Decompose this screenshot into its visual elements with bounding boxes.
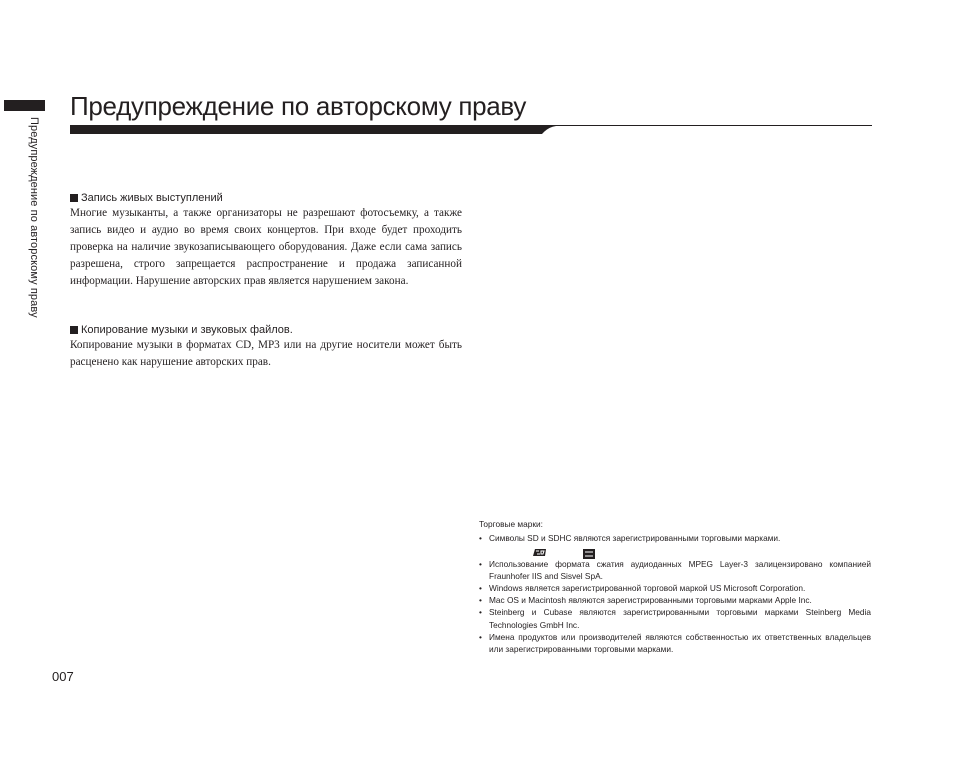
list-item: • Имена продуктов или производителей являются собственностью их ответственных владельцев или зарегистрированными торговыми марками. <box>479 631 871 655</box>
section-heading-live-recording <box>70 192 223 204</box>
side-tab-marker <box>4 100 45 111</box>
section-body-music-copying: Копирование музыки в форматах CD, MP3 или на другие носители может быть расценено как нарушение авторских прав. <box>70 339 462 368</box>
side-section-label: Предупреждение по авторскому праву <box>28 117 40 318</box>
trademarks-block <box>479 519 871 655</box>
list-item: • Символы SD и SDHC являются зарегистрированными торговыми марками. <box>479 532 871 558</box>
trademarks-heading: Торговые марки: <box>479 519 543 529</box>
title-accent-bar <box>70 126 556 134</box>
section-heading-music-copying <box>70 324 293 336</box>
section-heading-text: Запись живых выступлений <box>81 192 223 204</box>
sd-logos <box>489 544 871 558</box>
list-item: • Mac OS и Macintosh являются зарегистрированными торговыми марками Apple Inc. <box>479 594 871 606</box>
sd-logo-icon <box>533 549 547 556</box>
page-title: Предупреждение по авторскому праву <box>70 91 527 121</box>
list-item: • Steinberg и Cubase являются зарегистрированными торговыми марками Steinberg Media Technologies GmbH Inc. <box>479 606 871 630</box>
square-bullet-icon <box>70 194 78 202</box>
section-body-live-recording: Многие музыканты, а также организаторы не разрешают фотосъемку, а также запись видео и аудио во время своих концертов. При входе будет проходить проверка на наличие звукозаписывающего оборудования. Даже если сама запись разрешена, строго запрещается распространение и продажа записанной информации. Нарушение авторских прав является нарушением закона. <box>70 207 462 287</box>
trademarks-list <box>479 532 871 655</box>
page-number: 007 <box>52 669 74 684</box>
square-bullet-icon <box>70 326 78 334</box>
list-item: • Windows является зарегистрированной торговой маркой US Microsoft Corporation. <box>479 582 871 594</box>
list-item: • Использование формата сжатия аудиоданных MPEG Layer-3 залицензировано компанией Fraunhofer IIS and Sisvel SpA. <box>479 558 871 582</box>
section-heading-text: Копирование музыки и звуковых файлов. <box>81 324 293 336</box>
